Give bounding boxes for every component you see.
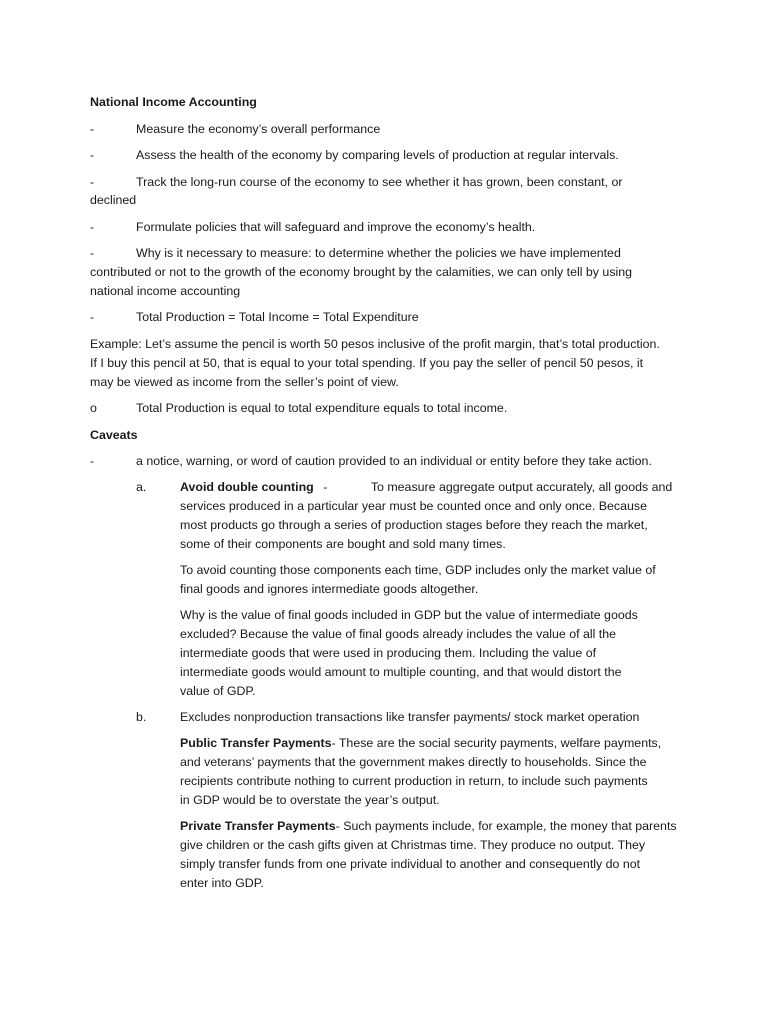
bullet-marker: -	[90, 454, 95, 468]
section-heading: Caveats	[90, 428, 138, 442]
bullet-marker: -	[90, 175, 95, 189]
paragraph-line: To avoid counting those components each time, GDP includes only the market value of	[180, 563, 656, 577]
bullet-marker: -	[90, 246, 95, 260]
paragraph-line: final goods and ignores intermediate goods altogether.	[180, 582, 479, 596]
bullet-item	[90, 146, 690, 165]
sub-bullet-item	[90, 399, 690, 418]
paragraph-line: in GDP would be to overstate the year’s output.	[180, 793, 440, 807]
bullet-continuation: contributed or not to the growth of the economy brought by the calamities, we can only tell by using	[90, 265, 633, 279]
paragraph-line: most products go through a series of production stages before they reach the market,	[180, 518, 648, 532]
private-transfer-first-line	[180, 817, 690, 836]
paragraph-line: Why is the value of final goods included in GDP but the value of intermediate goods	[180, 608, 638, 622]
caveat-a-first-line: To measure aggregate output accurately, all goods and	[370, 480, 673, 494]
example-line: may be viewed as income from the seller’s point of view.	[90, 375, 399, 389]
bullet-marker: -	[90, 310, 95, 324]
bullet-text: Measure the economy’s overall performance	[136, 122, 381, 136]
bullet-item	[90, 173, 690, 192]
bullet-item	[90, 218, 690, 237]
example-line: Example: Let’s assume the pencil is worth 50 pesos inclusive of the profit margin, that’s total production.	[90, 337, 660, 351]
bullet-item	[90, 120, 690, 139]
title-text: National Income Accounting	[90, 95, 257, 109]
caveat-a-dash: -	[323, 480, 328, 494]
paragraph-line: give children or the cash gifts given at Christmas time. They produce no output. They	[180, 838, 646, 852]
paragraph-line: and veterans’ payments that the government makes directly to households. Since the	[180, 755, 647, 769]
bullet-text: a notice, warning, or word of caution provided to an individual or entity before they take action.	[136, 454, 652, 468]
bullet-text: Assess the health of the economy by comparing levels of production at regular intervals.	[136, 148, 619, 162]
paragraph-line: simply transfer funds from one private individual to another and consequently do not	[180, 857, 641, 871]
paragraph-line: excluded? Because the value of final goods already includes the value of all the	[180, 627, 617, 641]
bullet-continuation: national income accounting	[90, 284, 241, 298]
bullet-item	[90, 452, 690, 471]
bullet-text: Track the long-run course of the economy to see whether it has grown, been constant, or	[136, 175, 623, 189]
bullet-continuation: declined	[90, 193, 137, 207]
paragraph-line: services produced in a particular year must be counted once and only once. Because	[180, 499, 647, 513]
paragraph-line: enter into GDP.	[180, 876, 264, 890]
caveat-b-heading: Excludes nonproduction transactions like transfer payments/ stock market operation	[180, 710, 640, 724]
sub-bullet-marker: o	[90, 401, 97, 415]
bullet-item	[90, 244, 690, 263]
public-transfer-text: - These are the social security payments, welfare payments,	[331, 736, 662, 750]
public-transfer-first-line	[180, 734, 690, 753]
paragraph-line: intermediate goods that were used in producing them. Including the value of	[180, 646, 597, 660]
bullet-marker: -	[90, 148, 95, 162]
bullet-text: Total Production = Total Income = Total Expenditure	[136, 310, 419, 324]
sub-bullet-text: Total Production is equal to total expenditure equals to total income.	[136, 401, 508, 415]
example-line: If I buy this pencil at 50, that is equal to your total spending. If you pay the seller of pencil 50 pesos, it	[90, 356, 644, 370]
list-marker-a: a.	[136, 480, 147, 494]
bullet-marker: -	[90, 220, 95, 234]
caveat-a-heading	[180, 478, 690, 497]
paragraph-line: value of GDP.	[180, 684, 256, 698]
caveat-a-title: Avoid double counting	[180, 480, 314, 494]
paragraph-line: recipients contribute nothing to current production in return, to include such payments	[180, 774, 648, 788]
public-transfer-title: Public Transfer Payments	[180, 736, 332, 750]
private-transfer-title: Private Transfer Payments	[180, 819, 336, 833]
bullet-marker: -	[90, 122, 95, 136]
private-transfer-text: - Such payments include, for example, the money that parents	[335, 819, 677, 833]
bullet-item	[90, 308, 690, 327]
list-marker-b: b.	[136, 710, 147, 724]
page-title	[90, 93, 690, 112]
paragraph-line: some of their components are bought and sold many times.	[180, 537, 506, 551]
paragraph-line: intermediate goods would amount to multiple counting, and that would distort the	[180, 665, 622, 679]
bullet-text: Why is it necessary to measure: to determine whether the policies we have implemented	[136, 246, 621, 260]
bullet-text: Formulate policies that will safeguard and improve the economy’s health.	[136, 220, 536, 234]
